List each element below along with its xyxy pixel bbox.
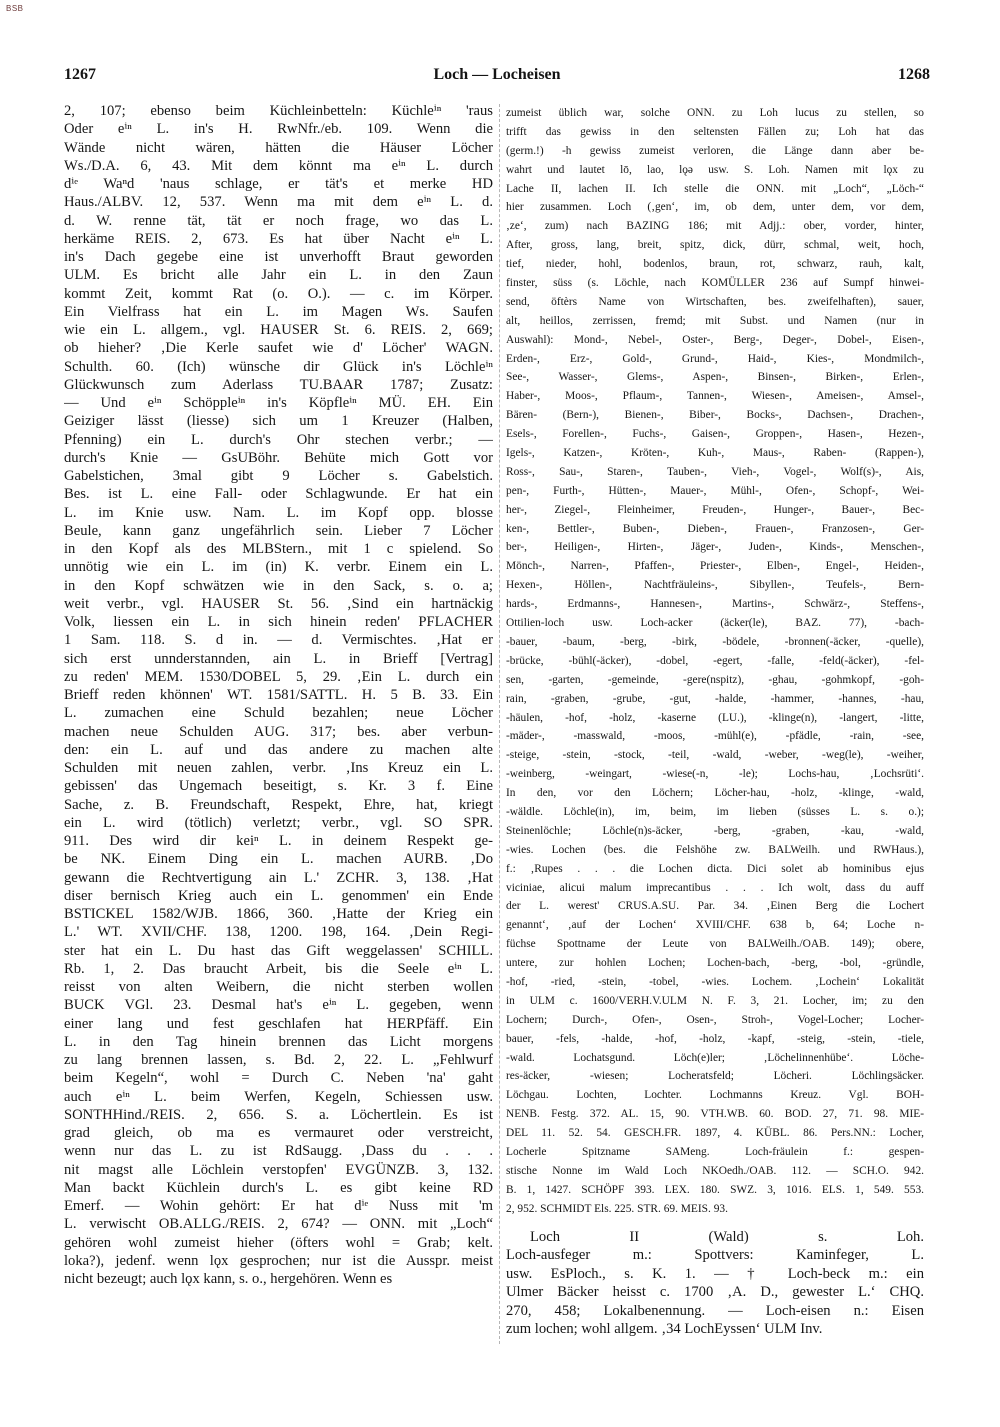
text-line: Lache II, lachen II. Ich stelle die ONN. mit „Loch“, „Löch-“ <box>506 182 924 195</box>
text-line: Gabelstichen, 3mal gibt 9 Löcher s. Gabelstich. <box>64 468 493 484</box>
text-line: beim Kegeln“, wohl = Durch C. Neben 'na' gaht <box>64 1070 493 1087</box>
text-line: Haber-, Moos-, Pflaum-, Tannen-, Wiesen-, Ameisen-, Amsel-, <box>506 390 924 403</box>
text-line: in den Kopf schwätzen wie in den Sack, s. o. a; <box>64 577 493 594</box>
text-line: Ottilien-loch usw. Loch-acker (äcker(le), BAZ. 77), -bach- <box>506 617 924 630</box>
text-line: durch's Knie — GsUBöhr. Behüte mich Gott vor <box>64 449 493 466</box>
text-line: Mönch-, Narren-, Pfaffen-, Priester-, Elben-, Engel-, Heiden-, <box>506 560 924 573</box>
text-line: in ULM c. 1600/VERH.V.ULM N. F. 3, 21. Locher, im; zu den <box>506 994 924 1007</box>
text-line: ULM. Es bricht alle Jahr ein L. in den Zaun <box>64 267 493 284</box>
text-line: sich erst unnderstannden, ain L. in Brieff [Vertrag] <box>64 650 493 667</box>
text-line: Wände nicht wären, hätten die Häuser Löcher <box>64 139 493 156</box>
page-header <box>64 66 930 88</box>
text-line: ken-, Bettler-, Buben-, Dieben-, Frauen-, Franzosen-, Ger- <box>506 522 924 535</box>
text-line: -hof, -ried, -stein, -tobel, -wies. Lochem. ‚Lochein‘ Lokalität <box>506 975 924 988</box>
text-line: viciniae, alicui malum imprecantibus . . . Ich wolt, dass du auff <box>506 881 924 894</box>
text-line: Ulmer Bäcker heisst c. 1700 ‚A. D., gewester L.‘ CHQ. <box>506 1284 924 1301</box>
text-line: -häulen, -hof, -holz, -kaserne (LU.), -klinge(n), -langert, -litte, <box>506 711 924 724</box>
library-mark: BSB <box>6 4 24 13</box>
page-number-left: 1267 <box>64 66 96 83</box>
text-line: ster hat ein L. Du hast das Gift weggelassen' SCHILL. <box>64 942 493 959</box>
text-line: zu reden' MEM. 1530/DOBEL 5, 29. ‚Ein L. durch ein <box>64 668 493 685</box>
text-line: 270, 458; Lokalbenennung. — Loch-eisen n.: Eisen <box>506 1302 924 1319</box>
text-line: BSTICKEL 1582/WJB. 1866, 360. ‚Hatte der Krieg ein <box>64 906 493 922</box>
text-line: -wald. Lochatsgund. Löch(e)ler; ‚Löchelinnenhübe‘. Löche- <box>506 1051 924 1064</box>
text-line: nicht bezeugt; auch lǫx kann, s. o., hergehören. Wenn es <box>64 1271 393 1287</box>
text-line: -wies. Lochen (bes. die Felshöhe zw. BALWeilh. und RWHaus.), <box>506 843 924 856</box>
text-line: dⁱᵉ Waⁿd 'naus schlage, er tät's et merke HD <box>64 176 493 192</box>
text-line: wenn nur das L. zu ist RdSaugg. ‚Dass du . . . <box>64 1143 493 1160</box>
text-line: BUCK VGl. 23. Desmal hat's eⁱⁿ L. gegeben, wenn <box>64 997 493 1014</box>
text-line: stische Nonne im Wald Loch NKOedh./OAB. 112. — SCH.O. 942. <box>506 1164 924 1177</box>
text-line: ob hieher? ‚Die Kerle saufet wie d' Löcher' WAGN. <box>64 340 493 357</box>
text-line: gebissen' das Ungemach beseitigt, s. Kr. 3 f. Eine <box>64 778 493 795</box>
text-line: Ross-, Sau-, Staren-, Tauben-, Vieh-, Vogel-, Wolf(s)-, Ais, <box>506 465 924 478</box>
text-line: grad gleich, ob ma es vermauret oder verstreicht, <box>64 1125 493 1141</box>
text-line: -mäder-, -masswald, -moos, -mühl(e), -pfädle, -rain, -see, <box>506 730 924 743</box>
text-line: loka?), jedenf. wenn lǫx gesprochen; nur ist die Ausspr. meist <box>64 1252 493 1269</box>
text-line: der L. werest' CRUS.A.SU. Par. 34. ‚Einen Berg die Lochert <box>506 900 924 913</box>
text-line: finster, süss (s. Löchle, nach KOMÜLLER 236 auf Sumpf hinwei- <box>506 277 924 290</box>
text-line: Beule, kann ganz ungefährlich sein. Lieber 7 Löcher <box>64 522 493 539</box>
text-line: Schulth. 60. (Ich) wünsche dir Glück in's Löchleⁱⁿ <box>64 358 493 375</box>
text-line: After, gross, lang, breit, spitz, dick, dürr, schmal, weit, hoch, <box>506 239 924 252</box>
text-line: tief, nieder, hohl, bodenlos, braun, rot, schwarz, rauh, kalt, <box>506 258 924 271</box>
text-line: Bes. ist L. eine Fall- oder Schlagwunde. Er hat ein <box>64 486 493 503</box>
text-line: Glückwunsch zum Aderlass TU.BAAR 1787; Zusatz: <box>64 376 493 393</box>
text-line: Lochern; Durch-, Ofen-, Osen-, Stroh-, Vogel-Locher; Locher- <box>506 1013 924 1026</box>
text-line: alt, heillos, zerrissen, fremd; mit Subst. und Namen (nur in <box>506 314 924 327</box>
text-line: Erden-, Erz-, Gold-, Grund-, Haid-, Kies-, Mondmilch-, <box>506 352 924 365</box>
text-line: untere, zur hohlen Lochen; Lochen-bach, -berg, -bol, -gründle, <box>506 957 924 970</box>
text-line: Sache, z. B. Freundschaft, Respekt, Ehre, hat, kriegt <box>64 796 493 813</box>
text-line: -brücke, -bühl(-äcker), -dobel, -egert, -falle, -feld(-äcker), -fel- <box>506 654 924 667</box>
text-line: Rb. 1, 2. Das braucht Arbeit, bis die Seele eⁱⁿ L. <box>64 960 493 977</box>
text-line: DEL 11. 52. 54. GESCH.FR. 1897, 4. KÜBL. 86. Pers.NN.: Locher, <box>506 1127 924 1140</box>
text-line: füchse Spottname der Leute von BALWeilh./OAB. 149); obere, <box>506 938 924 951</box>
text-line: zumeist üblich war, solche ONN. zu Loh lucus zu stellen, so <box>506 107 924 119</box>
text-line: L. zumachen eine Schuld bezahlen; neue Löcher <box>64 705 493 722</box>
text-line: L. im Knie usw. Nam. L. im Kopf opp. blosse <box>64 504 493 521</box>
left-column <box>64 102 493 1352</box>
text-line: Steinenlöchle; Löchle(n)s-äcker, -berg, -graben, -kau, -wald, <box>506 824 924 837</box>
text-line: einer lang und fest geschlafen hat HERPfäff. Ein <box>64 1015 493 1032</box>
text-line: Loch-ausfeger m.: Spottvers: Kaminfeger, L. <box>506 1247 924 1264</box>
text-line: Hexen-, Höllen-, Nachtfräuleins-, Sibyllen-, Teufels-, Bern- <box>506 579 924 592</box>
text-line: — Und eⁱⁿ Schöppleⁱⁿ in's Köpfleⁱⁿ MÜ. EH. Ein <box>64 395 493 411</box>
text-line: gehören wohl zumeist hieher (öfters wohl = Grab; kelt. <box>64 1234 493 1251</box>
text-line: be NK. Einem Ding ein L. machen AURB. ‚Do <box>64 851 493 868</box>
text-line: L. in den Tag hinein brennen das Licht morgens <box>64 1033 493 1050</box>
text-line: See-, Wasser-, Glems-, Aspen-, Binsen-, Birken-, Erlen-, <box>506 371 924 384</box>
text-line: In den, vor den Löchern; Löcher-hau, -holz, -klinge, -wald, <box>506 787 924 800</box>
text-line: Emerf. — Wohin gehört: Er hat dⁱᵉ Nuss mit 'm <box>64 1198 493 1214</box>
text-line: Oder eⁱⁿ L. in's H. RwNfr./eb. 109. Wenn die <box>64 121 493 138</box>
text-line: 2, 107; ebenso beim Küchleinbetteln: Küchleⁱⁿ 'raus <box>64 103 493 119</box>
text-line: Ein Vielfrass hat ein L. im Magen Ws. Saufen <box>64 303 493 320</box>
text-line: in den Kopf als des MLBStern., mit 1 c spielend. So <box>64 541 493 557</box>
text-line: ber-, Heiligen-, Hirten-, Jäger-, Juden-, Kinds-, Menschen-, <box>506 541 924 554</box>
text-line: Esels-, Forellen-, Fuchs-, Gaisen-, Groppen-, Hasen-, Hezen-, <box>506 428 924 441</box>
text-line: pen-, Furth-, Hütten-, Mauer-, Mühl-, Ofen-, Schopf-, Wei- <box>506 484 924 497</box>
text-line: NENB. Festg. 372. AL. 15, 90. VTH.WB. 60. BOD. 27, 71. 98. MIE- <box>506 1108 924 1121</box>
text-line: weit verbr., vgl. HAUSER St. 56. ‚Sind ein hartnäckig <box>64 595 493 612</box>
text-line: Auswahl): Mond-, Nebel-, Oster-, Berg-, Deger-, Dobel-, Eisen-, <box>506 333 924 346</box>
text-line: ‚ze‘, zum) nach BAZING 186; mit Adjj.: ober, vorder, hinter, <box>506 220 924 233</box>
text-line: trifft das gewiss in den seltensten Fällen zu; Loh hat das <box>506 125 924 138</box>
text-line: machen neue Schulden AUG. 317; bes. aber verbun- <box>64 723 493 740</box>
text-line: unnötig wie ein L. im (in) K. verbr. Einem ein L. <box>64 559 493 576</box>
page-title: Loch — Locheisen <box>433 66 561 83</box>
column-divider <box>499 104 500 1344</box>
text-line: usw. EsPloch., s. K. 1. — † Loch-beck m.: ein <box>506 1265 924 1282</box>
text-line: Pfenning) ein L. durch's Ohr stechen verbr.; — <box>64 431 493 448</box>
text-line: send, öftèrs Name von Wirtschaften, bes. zweifelhaften), sauer, <box>506 295 924 308</box>
text-line: 1 Sam. 118. S. d in. — d. Vermischtes. ‚Hat er <box>64 632 493 649</box>
text-line: Ws./D.A. 6, 43. Mit dem könnt ma eⁱⁿ L. durch <box>64 157 493 174</box>
text-line: auch eⁱⁿ L. beim Werfen, Kegeln, Schiessen usw. <box>64 1088 493 1105</box>
text-line: herkäme REIS. 2, 673. Es hat über Nacht eⁱⁿ L. <box>64 230 493 247</box>
text-line: sen, -garten, -gemeinde, -gere(nspitz), -ghau, -gohmkopf, -goh- <box>506 673 924 686</box>
text-line: gewann die Rechtvertigung ain L.' ZCHR. 3, 138. ‚Hat <box>64 869 493 886</box>
text-line: den: ein L. auf und das andere zu machen alte <box>64 741 493 758</box>
text-line: d. W. renne tät, tät er noch frage, wo das L. <box>64 212 493 229</box>
text-line: reisst von alten Weibern, die nicht sterben wollen <box>64 979 493 995</box>
text-line: Loch II (Wald) s. Loh. <box>530 1229 924 1245</box>
text-line: kommt Zeit, kommt Rat (o. O.). — c. im Körper. <box>64 285 493 302</box>
text-line: her-, Ziegel-, Fleinheimer, Freuden-, Hunger-, Bauer-, Bec- <box>506 503 924 516</box>
text-line: L.' WT. XVII/CHF. 138, 1200. 198, 164. ‚Dein Regi- <box>64 924 493 941</box>
text-line: 911. Des wird dir keiⁿ L. in deinem Respekt ge- <box>64 833 493 849</box>
text-line: bauer, -fels, -halde, -hof, -holz, -kapf, -steig, -stein, -tiele, <box>506 1032 924 1045</box>
text-line: Igels-, Katzen-, Kröten-, Kuh-, Maus-, Raben- (Rappen-), <box>506 447 924 460</box>
text-line: Bären- (Bern-), Bienen-, Biber-, Bocks-, Dachsen-, Drachen-, <box>506 409 924 422</box>
text-line: nit magst alle Löchlein verstopfen' EVGÜNZB. 3, 132. <box>64 1161 493 1178</box>
text-line: Locherle Spitzname SAMeng. Loch-fräulein f.: gespen- <box>506 1145 924 1158</box>
page-number-right: 1268 <box>898 66 930 83</box>
text-line: Volk, liessen ein L. in sich hinein reden' PFLACHER <box>64 614 493 630</box>
text-line: wahrt und lautet lō, lao, lǫə usw. S. Loh. Namen mit lǫx zu <box>506 163 924 176</box>
text-line: -bauer, -baum, -berg, -birk, -bödele, -bronnen(-äcker, -quelle), <box>506 635 924 648</box>
text-line: res-äcker, -wiesen; Locheratsfeld; Löcheri. Löchlingsäcker. <box>506 1070 924 1083</box>
text-line: (germ.!) -h gewiss zumeist verloren, die Länge dann aber be- <box>506 144 924 157</box>
text-line: -weinberg, -weingart, -wiese(-n, -le); Lochs-hau, ‚Lochsrüti‘. <box>506 768 924 781</box>
text-line: Brieff reden khönnen' WT. 1581/SATTL. H. 5 B. 33. Ein <box>64 687 493 703</box>
text-line: zum lochen; wohl allgem. ‚34 LochEyssen‘ ULM Inv. <box>506 1320 823 1337</box>
text-line: hier zusammen. Loch (‚gen‘, im, ob dem, unter dem, vor dem, <box>506 201 924 214</box>
text-line: hards-, Erdmanns-, Hannesen-, Martins-, Schwärz-, Steffens-, <box>506 598 924 611</box>
text-line: B. 1, 1427. SCHÖPF 393. LEX. 180. SWZ. 3, 1016. ELS. 1, 549. 553. <box>506 1183 924 1196</box>
text-line: L. verwischt OB.ALLG./REIS. 2, 674? — ONN. mit „Loch“ <box>64 1216 493 1233</box>
text-line: Man backt Küchlein durch's L. es gibt keine RD <box>64 1179 493 1196</box>
right-column <box>506 104 924 1219</box>
text-line: in's Dach gegebe eine ist unverhofft Braut geworden <box>64 249 493 265</box>
text-line: f.: ‚Rupes . . . die Lochen dicta. Dici solet ab hominibus ejus <box>506 862 924 875</box>
text-line: rain, -graben, -grube, -gut, -halde, -hammer, -hannes, -hau, <box>506 692 924 705</box>
text-line: Schulden mit neuen zahlen, verbr. ‚Ins Kreuz ein L. <box>64 760 493 776</box>
right-column-entries <box>506 1228 924 1338</box>
text-line: Haus./ALBV. 12, 537. Wenn ma mit dem eⁱⁿ L. d. <box>64 194 493 211</box>
text-line: 2, 952. SCHMIDT Els. 225. STR. 69. MEIS. 93. <box>506 1202 728 1215</box>
text-line: Löchgau. Lochten, Lochter. Lochmanns Kreuz. Vgl. BOH- <box>506 1089 924 1102</box>
text-line: genannt‘, ‚auf der Lochen‘ XVIII/CHF. 638 b, 64; Loche n- <box>506 919 924 932</box>
text-line: -steige, -stein, -stock, -teil, -wald, -weber, -weg(le), -weiher, <box>506 749 924 762</box>
text-line: Geiziger lässt (liesse) sich um 1 Kreuzer (Halben, <box>64 413 493 430</box>
text-line: zu lang brennen lassen, s. Bd. 2, 22. L. „Fehlwurf <box>64 1052 493 1068</box>
text-line: wie ein L. allgem., vgl. HAUSER St. 6. REIS. 2, 669; <box>64 322 493 338</box>
text-line: SONTHHind./REIS. 2, 656. S. a. Löchertlein. Es ist <box>64 1106 493 1123</box>
text-line: -wäldle. Löchle(in), im, beim, im lieben (süsses L. s. o.); <box>506 805 924 818</box>
text-line: diser bernisch Krieg auch ein L. genommen' ein Ende <box>64 887 493 904</box>
text-line: ein L. wird (tötlich) verletzt; verbr., vgl. SO SPR. <box>64 814 493 831</box>
